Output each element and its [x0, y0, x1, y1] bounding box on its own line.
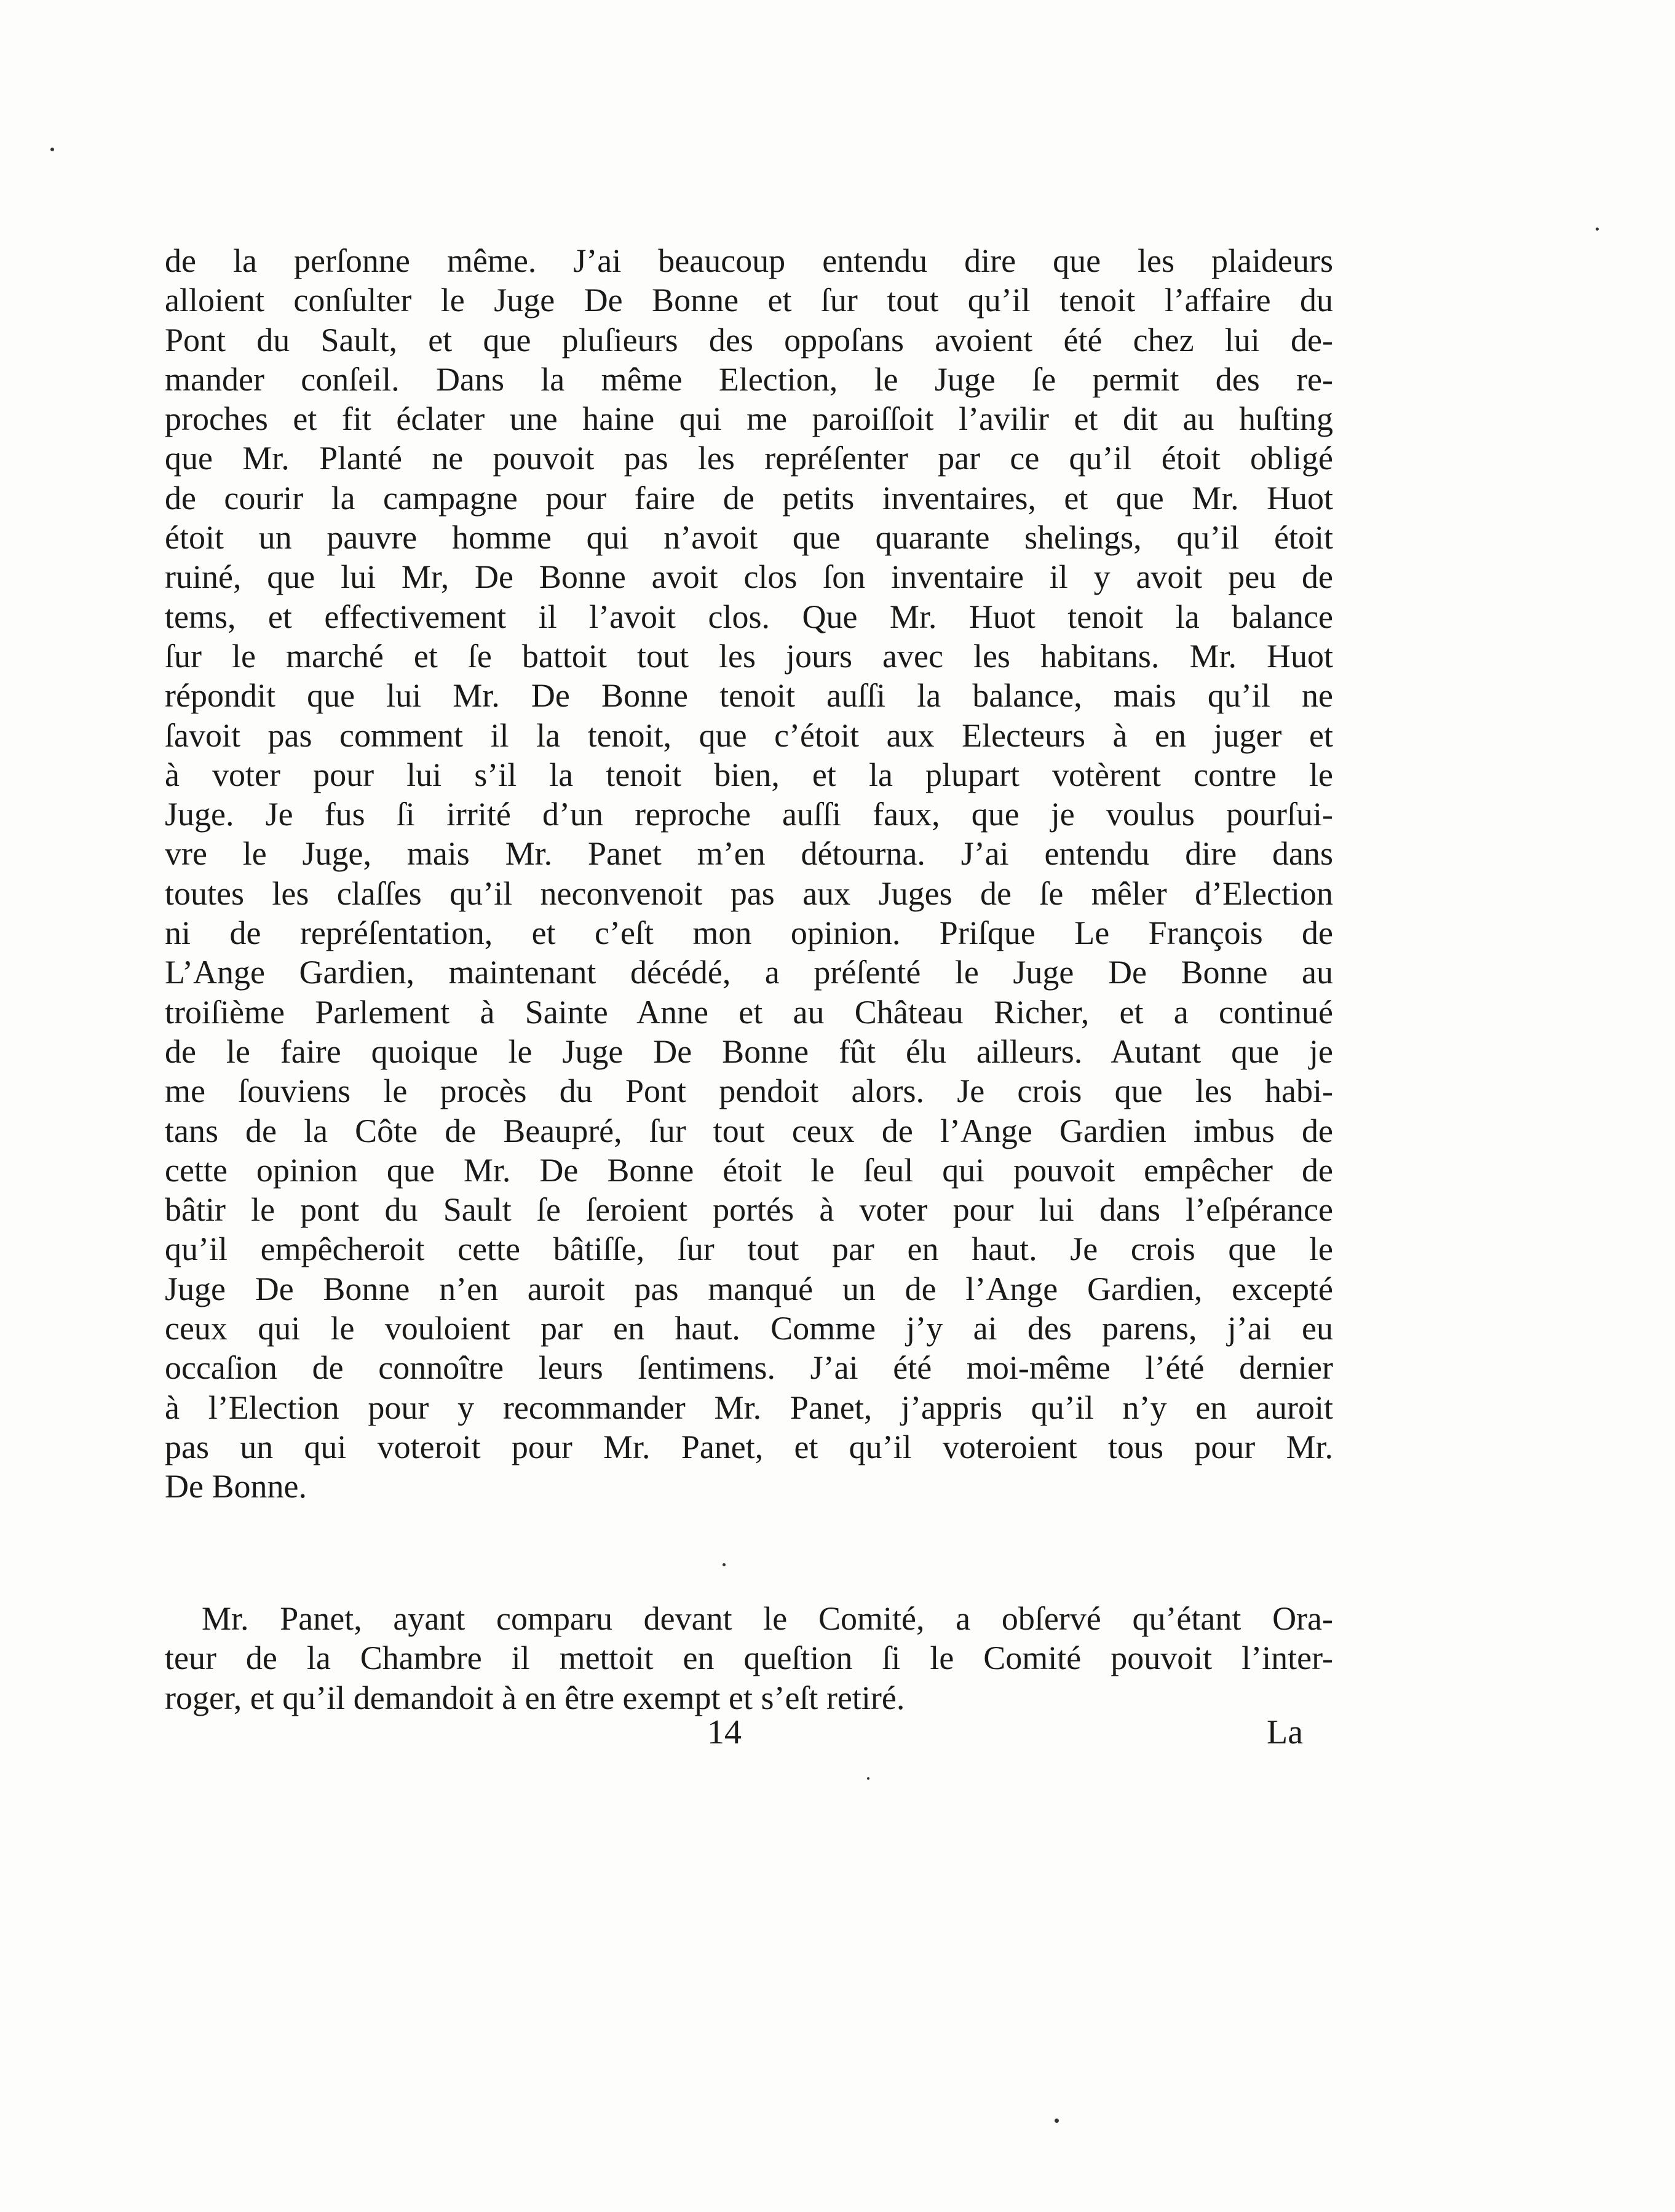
text-line: de le faire quoique le Juge De Bonne fût élu ailleurs. Autant que je — [165, 1033, 1333, 1070]
paragraph-panet — [165, 1599, 1333, 1718]
text-line: tans de la Côte de Beaupré, ſur tout ceux de l’Ange Gardien imbus de — [165, 1112, 1333, 1149]
text-line: pas un qui voteroit pour Mr. Panet, et qu’il voteroient tous pour Mr. — [165, 1428, 1333, 1465]
text-line: ruiné, que lui Mr, De Bonne avoit clos ſon inventaire il y avoit peu de — [165, 558, 1333, 596]
text-line: cette opinion que Mr. De Bonne étoit le ſeul qui pouvoit empêcher de — [165, 1151, 1333, 1189]
text-line: L’Ange Gardien, maintenant décédé, a préſenté le Juge De Bonne au — [165, 954, 1333, 991]
catchword: La — [1267, 1713, 1304, 1751]
text-line: occaſion de connoître leurs ſentimens. J’ai été moi-même l’été dernier — [165, 1349, 1333, 1387]
text-line: me ſouviens le procès du Pont pendoit alors. Je crois que les habi- — [165, 1072, 1333, 1110]
text-line: bâtir le pont du Sault ſe ſeroient portés à voter pour lui dans l’eſpérance — [165, 1191, 1333, 1229]
text-line: teur de la Chambre il mettoit en queſtion ſi le Comité pouvoit l’inter- — [165, 1639, 1333, 1677]
text-line: mander conſeil. Dans la même Election, le Juge ſe permit des re- — [165, 360, 1333, 398]
print-speck — [723, 1563, 726, 1566]
text-line: à voter pour lui s’il la tenoit bien, et la plupart votèrent contre le — [165, 756, 1333, 793]
text-line: vre le Juge, mais Mr. Panet m’en détourna. J’ai entendu dire dans — [165, 835, 1333, 873]
text-line: ni de repréſentation, et c’eſt mon opinion. Priſque Le François de — [165, 914, 1333, 952]
print-speck — [867, 1777, 869, 1780]
text-line: Mr. Panet, ayant comparu devant le Comité, a obſervé qu’étant Ora- — [202, 1600, 1333, 1637]
text-line: ſavoit pas comment il la tenoit, que c’étoit aux Electeurs à en juger et — [165, 716, 1333, 754]
text-line: roger, et qu’il demandoit à en être exempt et s’eſt retiré. — [165, 1679, 905, 1716]
print-speck — [50, 148, 54, 151]
text-line: de la perſonne même. J’ai beaucoup entendu dire que les plaideurs — [165, 242, 1333, 279]
text-line: de courir la campagne pour faire de petits inventaires, et que Mr. Huot — [165, 479, 1333, 517]
text-line: que Mr. Planté ne pouvoit pas les repréſenter par ce qu’il étoit obligé — [165, 440, 1333, 477]
text-line: De Bonne. — [165, 1468, 307, 1505]
text-line: ceux qui le vouloient par en haut. Comme j’y ai des parens, j’ai eu — [165, 1310, 1333, 1347]
text-line: troiſième Parlement à Sainte Anne et au Château Richer, et a continué — [165, 993, 1333, 1031]
text-line: Pont du Sault, et que pluſieurs des oppoſans avoient été chez lui de- — [165, 321, 1333, 359]
page-number: 14 — [707, 1713, 742, 1751]
text-line: ſur le marché et ſe battoit tout les jours avec les habitans. Mr. Huot — [165, 637, 1333, 675]
print-speck — [1596, 228, 1599, 231]
text-line: proches et fit éclater une haine qui me paroiſſoit l’avilir et dit au huſting — [165, 400, 1333, 438]
text-line: tems, et effectivement il l’avoit clos. Que Mr. Huot tenoit la balance — [165, 598, 1333, 635]
text-line: qu’il empêcheroit cette bâtiſſe, ſur tout par en haut. Je crois que le — [165, 1231, 1333, 1268]
paragraph-testimony — [165, 241, 1333, 1507]
text-line: Juge. Je fus ſi irrité d’un reproche auſſi faux, que je voulus pourſui- — [165, 796, 1333, 833]
print-speck — [1055, 2119, 1059, 2123]
text-line: à l’Election pour y recommander Mr. Panet, j’appris qu’il n’y en auroit — [165, 1389, 1333, 1426]
text-line: répondit que lui Mr. De Bonne tenoit auſſi la balance, mais qu’il ne — [165, 677, 1333, 715]
text-line: toutes les claſſes qu’il neconvenoit pas aux Juges de ſe mêler d’Election — [165, 874, 1333, 912]
text-line: étoit un pauvre homme qui n’avoit que quarante shelings, qu’il étoit — [165, 519, 1333, 557]
text-line: Juge De Bonne n’en auroit pas manqué un de l’Ange Gardien, excepté — [165, 1270, 1333, 1307]
text-line: alloient conſulter le Juge De Bonne et ſur tout qu’il tenoit l’affaire du — [165, 282, 1333, 319]
